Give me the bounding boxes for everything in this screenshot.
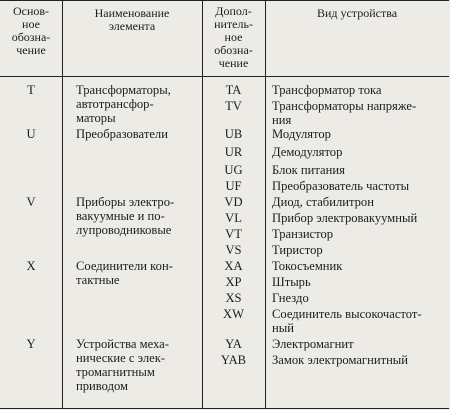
header-main-code: Основ- ное обозна- чение [11,4,51,57]
device-type: Трансформатор тока [272,83,382,97]
column-divider [265,0,266,409]
device-type: Соединитель высокочастот- ный [272,307,422,335]
sub-code: TV [225,99,242,113]
device-type: Штырь [272,275,311,289]
sub-code: TA [225,83,242,97]
group-name: Преобразователи [76,127,168,141]
device-type: Электромагнит [272,337,354,351]
group-code: V [26,195,36,209]
device-type: Преобразователь частоты [272,179,410,193]
device-type: Модулятор [272,127,331,141]
header-device-type: Вид устройства [316,6,398,20]
device-type: Блок питания [272,163,345,177]
group-name: Приборы электро- вакуумные и по- лупроводниковые [76,195,175,237]
sub-code: VT [225,227,242,241]
column-divider [62,0,63,409]
group-code: Y [26,337,36,351]
group-name: Соединители кон- тактные [76,259,173,287]
sub-code: VS [225,243,242,257]
device-type: Тиристор [272,243,323,257]
header-divider [0,76,449,77]
group-name: Трансформаторы, автотрансфор- маторы [76,83,171,125]
group-code: T [27,83,35,97]
sub-code: XP [225,275,242,289]
device-type: Демодулятор [272,145,343,159]
header-element-name: Наименование элемента [94,6,170,33]
sub-code: UF [225,179,242,193]
device-type: Трансформаторы напряже- ния [272,99,417,127]
sub-code: VL [225,211,242,225]
device-type: Замок электромагнитный [272,353,409,367]
sub-code: UB [224,127,243,141]
sub-code: XS [225,291,242,305]
sub-code: UR [224,145,243,159]
device-type: Гнездо [272,291,309,305]
device-type: Токосъемник [272,259,343,273]
group-code: X [26,259,36,273]
sub-code: YAB [220,353,247,367]
group-name: Устройства меха- нические с элек- тромагнитным приводом [76,337,169,393]
device-type: Диод, стабилитрон [272,195,374,209]
sub-code: UG [224,163,243,177]
sub-code: XA [224,259,243,273]
header-additional-code: Допол- нитель- ное обозна- чение [214,4,253,70]
device-type: Прибор электровакуумный [272,211,418,225]
sub-code: VD [224,195,243,209]
sub-code: YA [225,337,242,351]
group-code: U [26,127,36,141]
device-type: Транзистор [272,227,334,241]
sub-code: XW [223,307,244,321]
